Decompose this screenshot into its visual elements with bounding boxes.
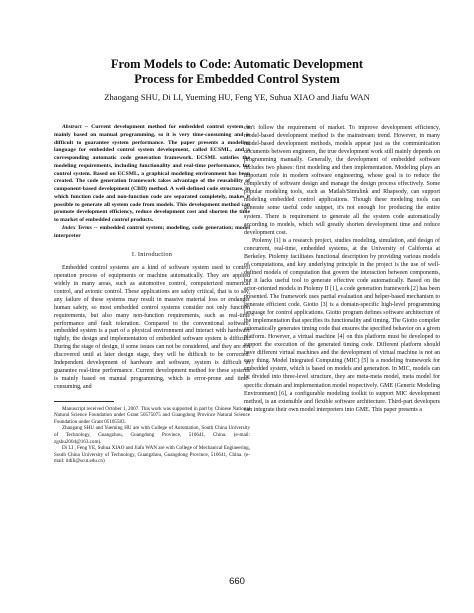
index-terms-text: -- embedded control system; modeling, code generation; model interpreter	[54, 224, 250, 239]
footnote-manuscript: Manuscript received October 1, 2007. This work was supported in part by Chinese National Natural Science Foundation under Grant 50575075 and Guangdong Province Natural Science Foundation under Grant 05105583.	[54, 405, 250, 425]
left-column	[54, 124, 250, 465]
abstract-text: -- Current development method for embedded control system is mainly based on manual programming, so it is very time-consuming and is difficult to guarantee system performance. The paper presents a modeling language for embedded control system development, called ECSML, and a corresponding automatic code generation framework. ECSML satisfies the modeling requirements, including functionality and real-time performance, for control system. Based on ECSML, a graphical modeling environment has been created. The code generation framework takes advantage of the reusability of component-based development (CBD) method. A well-defined code structure, in which function code and non-function code are separated completely, makes it possible to generate all system code from models. This development method can promote development efficiency, reduce development cost and shorten the time to market of embedded control products.	[54, 124, 250, 223]
author-list: Zhaogang SHU, Di LI, Yueming HU, Feng YE, Suhua XIAO and Jiafu WAN	[104, 92, 370, 102]
abstract	[54, 124, 250, 225]
right-column	[244, 124, 440, 414]
paper-title	[60, 57, 414, 87]
index-terms-lead: Index Terms	[62, 224, 92, 231]
intro-paragraph: Embedded control systems are a kind of software system used to control operation process of equipments or machine automatically. They are applied widely in many areas, such as automotive control, computerized numerical control, and avionic control. These applications are safety critical, that is to say, any failure of these systems may result in massive material loss or endanger human safety, so most embedded control systems consider not only function requirements, but also many non-function requirements, such as real-time performance and fault toleration. Compared to the conventional software, embedded system is a part of a physical environment and interact with hardware tightly, the design and implementation of embedded software system is difficult. During the stage of design, if some issues can not be considered, and they are not discovered until at later design stage, they will be difficult to be corrected. Independent development of hardware and software, system is difficult to guarantee real-time performance. Current development method for these systems is mainly based on manual programming, which is error-prone and time-consuming, and	[54, 265, 250, 390]
abstract-lead: Abstract	[62, 124, 82, 130]
body-paragraph-2: Ptolemy [1] is a research project, studies modeling, simulation, and design of concurrent, real-time, embedded systems, at the University of California at Berkeley. Ptolemy facilitates functional description by providing various models of computations, and key underlying principle in the project is the use of well-defined models of computation that govern the interaction between components, but it lacks useful tool to generate effective code automatically. Based on the actor-oriented models in Ptolemy II [1], a code generation framework [2] has been presented. The framework uses partial evaluation and helper-based mechanism to generate efficient code. Giotto [3] is a domain-specific high-level programming language for control applications. Giotto program defines software architecture of the implementation that specifies its functionality and timing. The Giotto compiler automatically generates timing code that ensures the specified behavior on a given platform. However, a virtual machine [4] on this platform must be developed to support the execution of the generated timing code. Different platform should have different virtual machines and the development of virtual machine is not an easy thing. Model Integrated Computing (MIC) [5] is a modeling framework for embedded system, which is based on models and generation. In MIC, models can be divided into three-level structure, they are meta-meta model, meta model for specific domain and implementation model respectively. GME (Generic Modeling Environment) [6], a configurable modeling toolkit to support MIC development method, is an extensible and flexible software architecture. Third-part developers can integrate their own model interpreters into GME. This paper presents a	[244, 237, 440, 413]
body-paragraph-1: can't follow the requirement of market. To improve development efficiency, model-based development method is the mainstream trend. However, in many model-based development methods, models appear just as the communication documents between engineers, the true development work still mainly depends on programming manually. Generally, the development of embedded software includes two phases: first modeling and then implementation. Modeling plays an important role in modern software engineering, whose goal is to reduce the complexity of software design and manage the design process effectively. Some popular modeling tools, such as Matlab/Simulink and Rhapsody, can support modeling embedded control applications. Though these modeling tools can generate some useful code snippet, it's not enough for producing the entire system. There is requirement to generate all the system code automatically according to models, which will greatly shorten development time and reduce development cost.	[244, 125, 440, 236]
title-line-2: Process for Embedded Control System	[134, 72, 340, 86]
index-terms	[54, 225, 250, 241]
footnote-affiliation-1: Zhaogang SHU and Yueming HU are with College of Automation, South China University of Technology, Guangzhou, Guangdong Province, 510641, China. (e-mail: zgshu2004@163.com).	[54, 425, 250, 445]
footnote-divider	[54, 401, 114, 402]
page-number: 660	[229, 576, 245, 587]
footnote-affiliation-2: Di LI , Feng YE, Suhua XIAO and Jiafu WAN are with College of Mechanical Engineering, South China University of Technology, Guangzhou, Guangdong Province, 510641, China. (e-mail: itdili@scut.edu.cn)	[54, 445, 250, 465]
section-heading: I. Introduction	[131, 251, 173, 259]
title-line-1: From Models to Code: Automatic Development	[110, 57, 364, 71]
